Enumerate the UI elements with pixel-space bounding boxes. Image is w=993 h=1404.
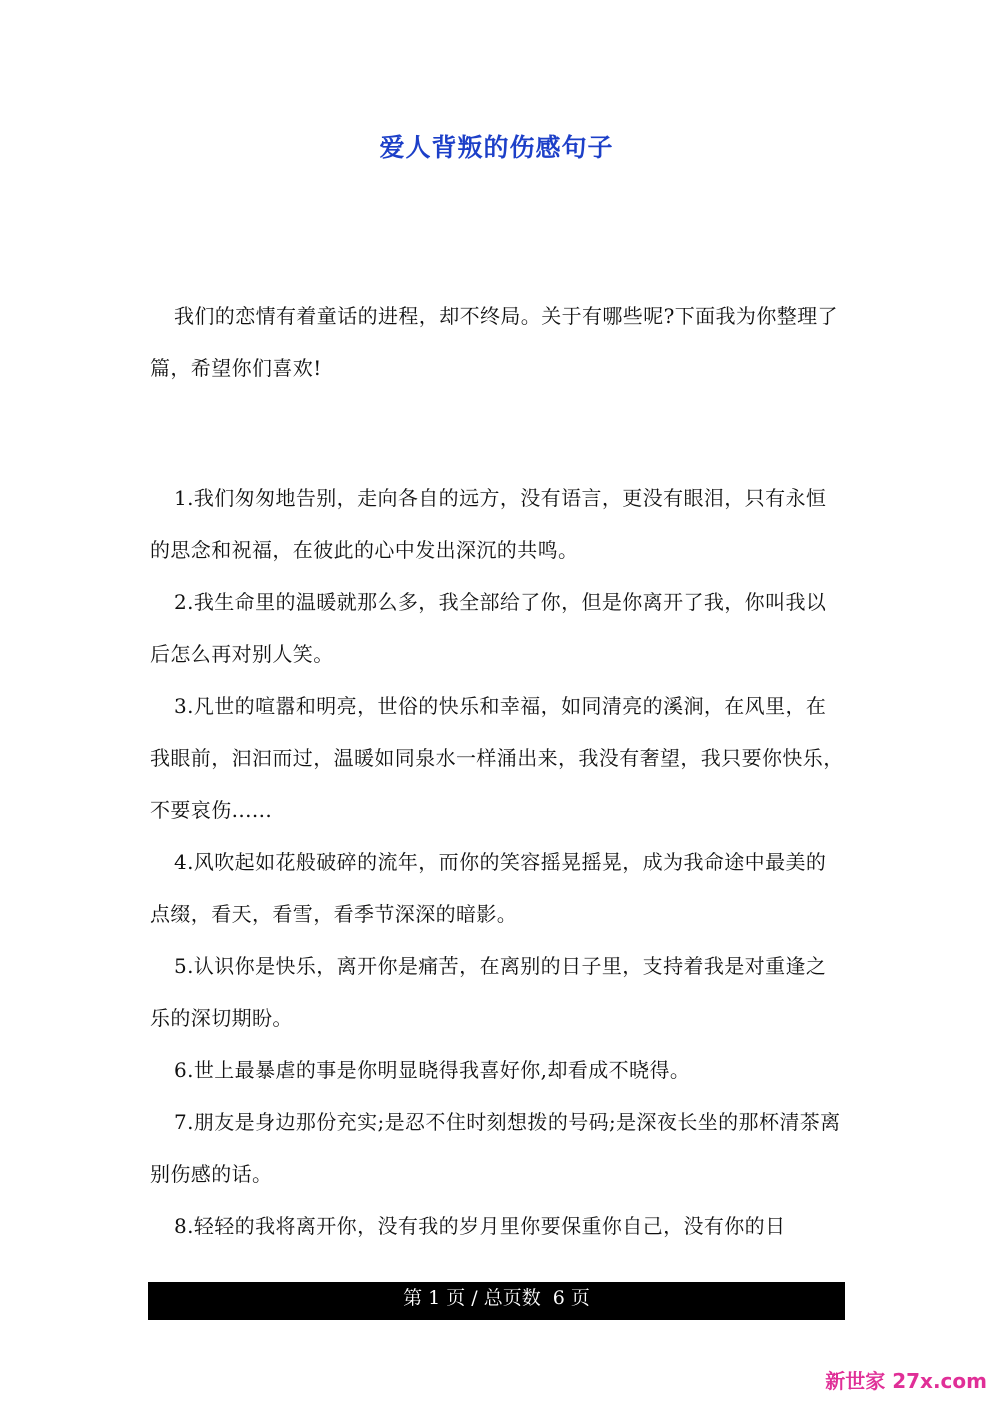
list-item: 6.世上最暴虐的事是你明显晓得我喜好你,却看成不晓得。 [174,1058,691,1082]
list-item: 4.风吹起如花般破碎的流年，而你的笑容摇晃摇晃，成为我命途中最美的点缀，看天，看雪，看季节深深的暗影。 [150,850,827,926]
list-item: 2.我生命里的温暖就那么多，我全部给了你，但是你离开了我，你叫我以后怎么再对别人笑。 [150,590,827,666]
site-watermark: 新世家 27x.com [825,1369,987,1393]
item-list [150,472,846,1252]
document-title: 爱人背叛的伤感句子 [379,133,614,162]
page-footer [148,1282,845,1320]
intro-paragraph: 我们的恋情有着童话的进程，却不终局。关于有哪些呢?下面我为你整理了篇，希望你们喜欢! [150,304,838,380]
list-item: 3.凡世的喧嚣和明亮，世俗的快乐和幸福，如同清亮的溪涧，在风里，在我眼前，汩汩而过，温暖如同泉水一样涌出来，我没有奢望，我只要你快乐，不要哀伤...... [150,694,844,822]
list-item: 8.轻轻的我将离开你，没有我的岁月里你要保重你自己，没有你的日 [174,1214,786,1238]
list-item: 1.我们匆匆地告别，走向各自的远方，没有语言，更没有眼泪，只有永恒的思念和祝福，在彼此的心中发出深沉的共鸣。 [150,486,827,562]
list-item: 5.认识你是快乐，离开你是痛苦，在离别的日子里，支持着我是对重逢之乐的深切期盼。 [150,954,827,1030]
list-item: 7.朋友是身边那份充实;是忍不住时刻想拨的号码;是深夜长坐的那杯清茶离别伤感的话。 [150,1110,841,1186]
page-number-label: 第 1 页 / 总页数 6 页 [403,1287,590,1309]
